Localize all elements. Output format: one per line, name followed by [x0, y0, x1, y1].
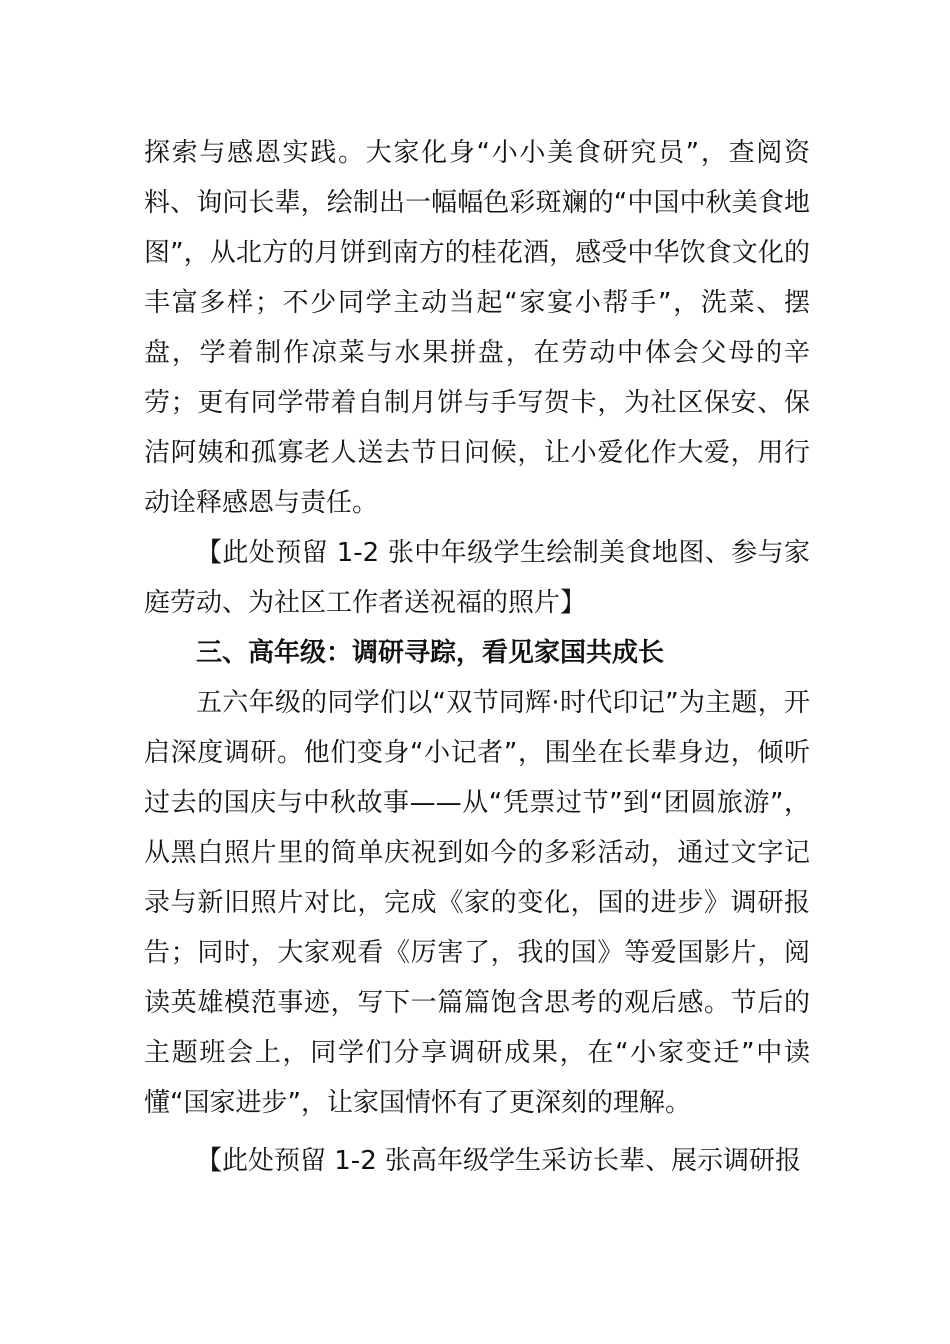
document-page — [144, 128, 810, 1186]
section-heading-senior-grade: 三、高年级：调研寻踪，看见家国共成长 — [196, 638, 665, 668]
photo-placeholder-note-senior-grade: 【此处预留 1-2 张高年级学生采访长辈、展示调研报 — [196, 1146, 801, 1176]
photo-placeholder-note-middle-grade: 【此处预留 1-2 张中年级学生绘制美食地图、参与家庭劳动、为社区工作者送祝福的照片】 — [144, 538, 810, 618]
body-paragraph-senior-grade: 五六年级的同学们以“双节同辉·时代印记”为主题，开启深度调研。他们变身“小记者”，围坐在长辈身边，倾听过去的国庆与中秋故事——从“凭票过节”到“团圆旅游”，从黑白照片里的简单庆祝到如今的多彩活动，通过文字记录与新旧照片对比，完成《家的变化，国的进步》调研报告；同时，大家观看《厉害了，我的国》等爱国影片，阅读英雄模范事迹，写下一篇篇饱含思考的观后感。节后的主题班会上，同学们分享调研成果，在“小家变迁”中读懂“国家进步”，让家国情怀有了更深刻的理解。 — [144, 688, 810, 1118]
body-paragraph-middle-grade-continued: 探索与感恩实践。大家化身“小小美食研究员”，查阅资料、询问长辈，绘制出一幅幅色彩斑斓的“中国中秋美食地图”，从北方的月饼到南方的桂花酒，感受中华饮食文化的丰富多样；不少同学主动当起“家宴小帮手”，洗菜、摆盘，学着制作凉菜与水果拼盘，在劳动中体会父母的辛劳；更有同学带着自制月饼与手写贺卡，为社区保安、保洁阿姨和孤寡老人送去节日问候，让小爱化作大爱，用行动诠释感恩与责任。 — [144, 138, 810, 518]
